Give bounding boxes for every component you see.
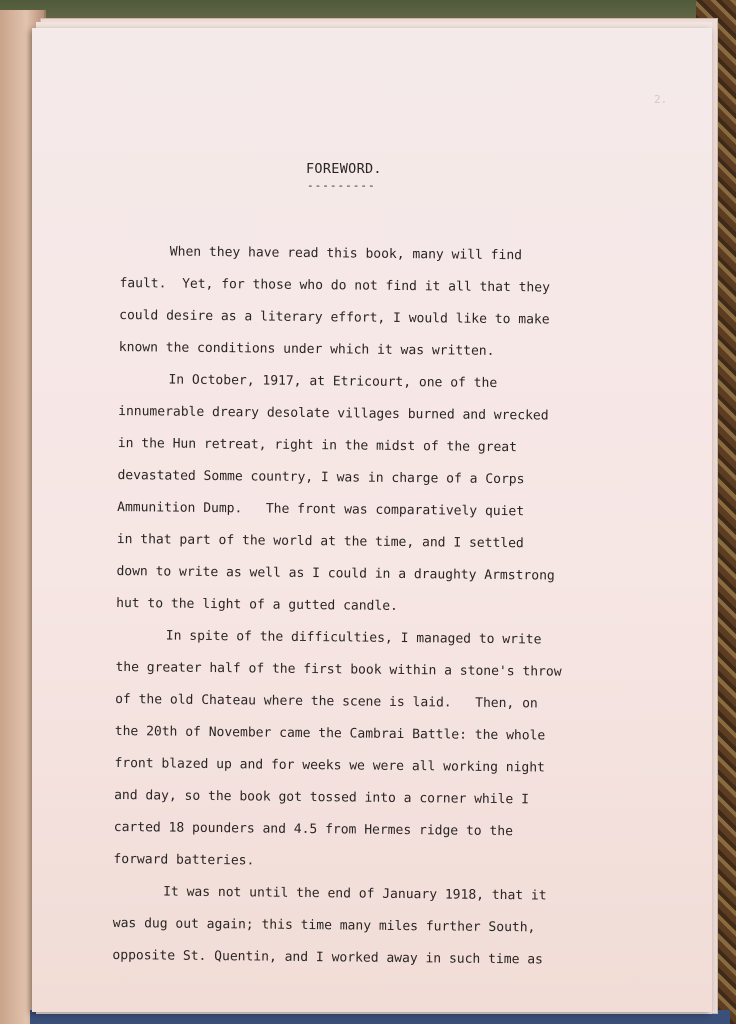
text-line: In spite of the difficulties, I managed to write bbox=[165, 628, 542, 648]
text-line: innumerable dreary desolate villages burned and wrecked bbox=[118, 403, 549, 424]
title-underline: --------- bbox=[307, 179, 376, 192]
text-line: the 20th of November came the Cambrai Battle: the whole bbox=[114, 723, 546, 744]
text-line: Ammunition Dump. The front was comparatively quiet bbox=[117, 499, 525, 520]
text-line: and day, so the book got tossed into a corner while I bbox=[114, 787, 530, 808]
text-line: fault. Yet, for those who do not find it all that they bbox=[119, 275, 551, 296]
text-line: devastated Somme country, I was in charge of a Corps bbox=[117, 467, 525, 488]
text-line: In October, 1917, at Etricourt, one of the bbox=[168, 372, 498, 391]
text-line: the greater half of the first book within a stone's throw bbox=[115, 659, 562, 680]
text-line: front blazed up and for weeks we were all working night bbox=[114, 755, 545, 776]
text-line: in the Hun retreat, right in the midst of the great bbox=[117, 435, 518, 456]
page-title: FOREWORD. bbox=[306, 161, 382, 177]
text-line: hut to the light of a gutted candle. bbox=[116, 595, 398, 614]
text-line: known the conditions under which it was written. bbox=[118, 339, 495, 359]
text-line: was dug out again; this time many miles further South, bbox=[112, 915, 536, 936]
text-line: down to write as well as I could in a draughty Armstrong bbox=[116, 563, 555, 584]
text-line: opposite St. Quentin, and I worked away in such time as bbox=[112, 947, 543, 968]
text-line: carted 18 pounders and 4.5 from Hermes ridge to the bbox=[113, 819, 514, 840]
text-line: forward batteries. bbox=[113, 851, 255, 869]
text-line: of the old Chateau where the scene is laid. Then, on bbox=[115, 691, 538, 712]
foreword-body bbox=[112, 236, 680, 978]
page-number: 2. bbox=[654, 93, 668, 106]
text-line: in that part of the world at the time, and I settled bbox=[116, 531, 524, 552]
text-line: It was not until the end of January 1918, that it bbox=[163, 884, 547, 904]
text-line: When they have read this book, many will find bbox=[169, 244, 523, 264]
text-line: could desire as a literary effort, I would like to make bbox=[119, 307, 550, 328]
